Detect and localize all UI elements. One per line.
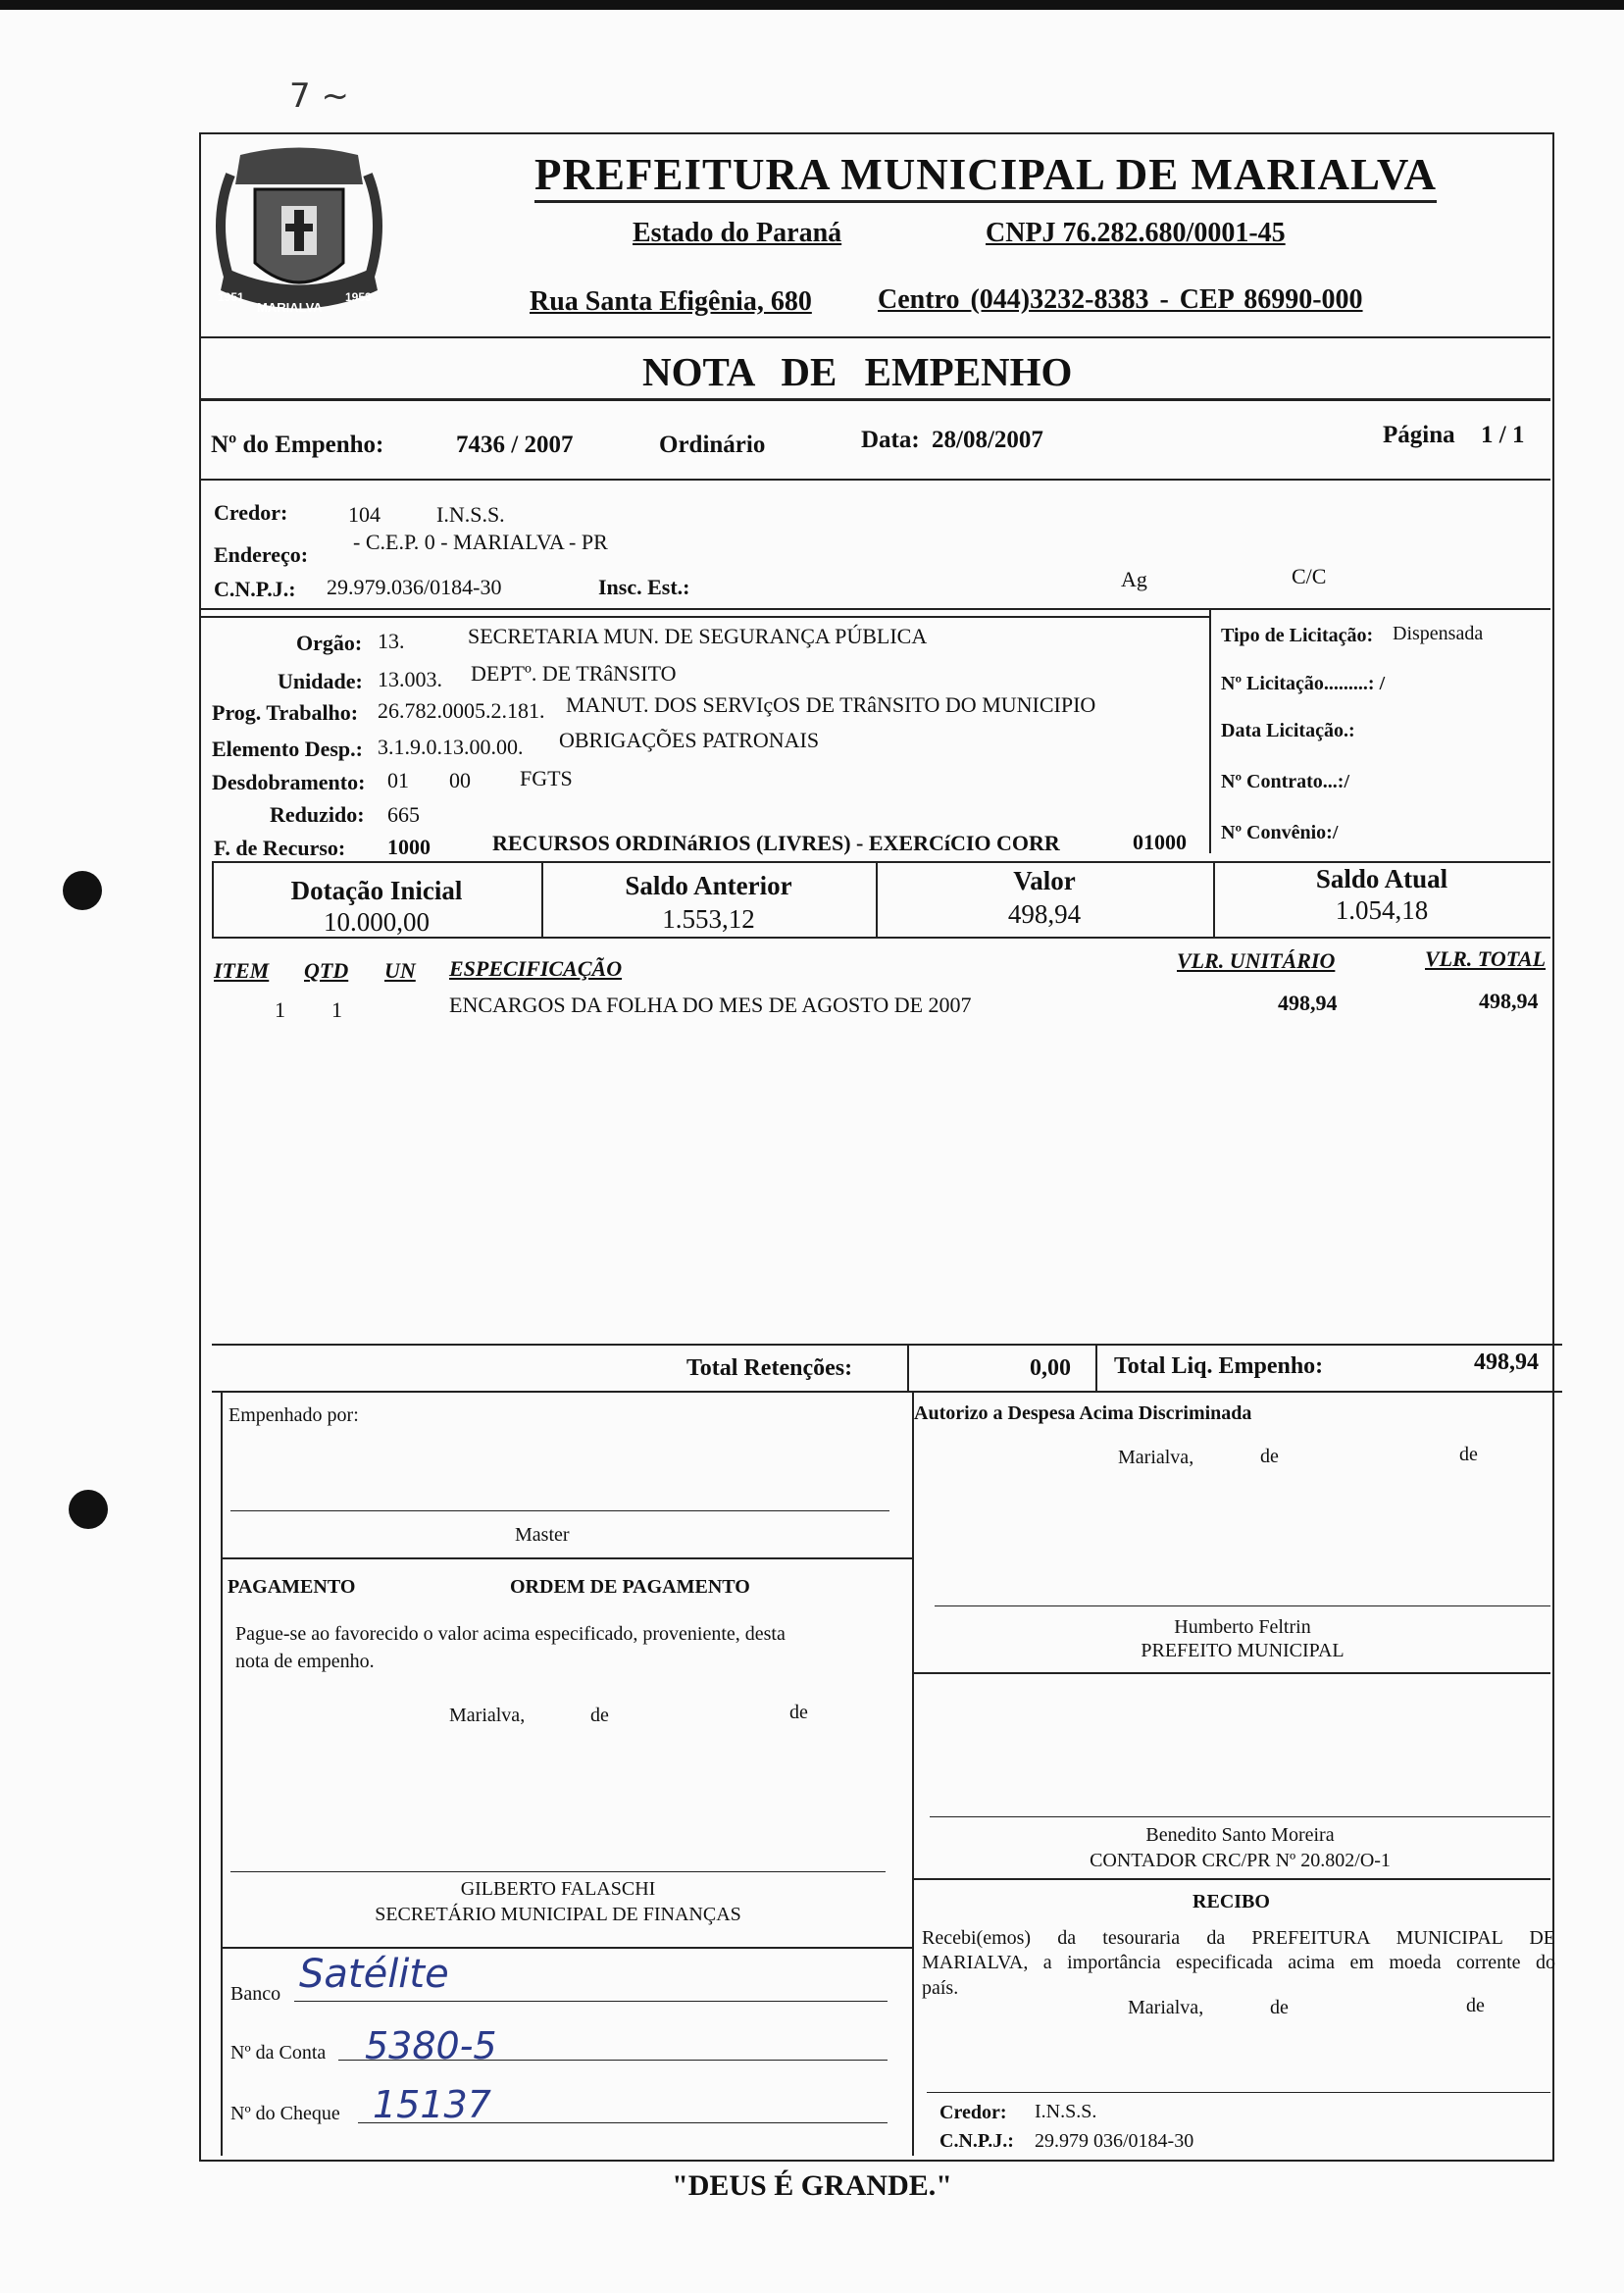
pague-se-line1: Pague-se ao favorecido o valor acima especificado, proveniente, desta xyxy=(235,1623,786,1645)
fonte-recurso-label: F. de Recurso: xyxy=(214,836,346,860)
prog-trabalho-code: 26.782.0005.2.181. xyxy=(378,698,545,723)
valor-label: Valor xyxy=(1013,866,1076,895)
divider xyxy=(912,1878,1550,1880)
conta-line xyxy=(338,2060,888,2061)
punch-hole-top xyxy=(63,871,102,910)
pague-se-line2: nota de empenho. xyxy=(235,1651,375,1672)
empenhado-por-name: Master xyxy=(515,1524,570,1546)
col-qtd: QTD xyxy=(304,958,349,983)
saldo-atual: 1.054,18 xyxy=(1335,895,1429,925)
endereco-label: Endereço: xyxy=(214,542,309,567)
fonte-recurso-name: RECURSOS ORDINáRIOS (LIVRES) - EXERCíCIO CORR xyxy=(492,831,1060,855)
elemento-desp-name: OBRIGAÇÕES PATRONAIS xyxy=(559,728,820,752)
secretario-name: GILBERTO FALASCHI xyxy=(460,1878,656,1900)
fonte-recurso-number: 01000 xyxy=(1133,830,1187,854)
signature-line xyxy=(935,1605,1550,1606)
scan-top-edge xyxy=(0,0,1624,10)
crest-year-right: 1953 xyxy=(345,290,372,304)
banco-label: Banco xyxy=(230,1983,281,2005)
contador-title: CONTADOR CRC/PR Nº 20.802/O-1 xyxy=(1090,1850,1391,1871)
divider xyxy=(199,479,1550,481)
recibo-cnpj: 29.979 036/0184-30 xyxy=(1035,2130,1194,2152)
recibo-line1: Recebi(emos) da tesouraria da PREFEITURA MUNICIPAL DE xyxy=(922,1927,1555,1949)
elemento-desp-code: 3.1.9.0.13.00.00. xyxy=(378,735,524,759)
credor-label: Credor: xyxy=(214,500,288,525)
cheque-line xyxy=(358,2122,888,2123)
prefeito-title: PREFEITO MUNICIPAL xyxy=(1141,1640,1345,1661)
credor-code: 104 xyxy=(348,502,381,527)
state-name: Estado do Paraná xyxy=(633,218,842,248)
empenho-type: Ordinário xyxy=(659,432,766,458)
divider xyxy=(912,1391,914,2156)
divider xyxy=(907,1344,909,1391)
dotacao-inicial-label: Dotação Inicial xyxy=(290,876,463,905)
autorizo-heading: Autorizo a Despesa Acima Discriminada xyxy=(914,1402,1252,1424)
col-vlr-total: VLR. TOTAL xyxy=(1425,946,1547,971)
pagamento-de2: de xyxy=(789,1702,808,1723)
unidade-label: Unidade: xyxy=(278,669,363,693)
credor-name: I.N.S.S. xyxy=(436,502,505,527)
secretario-title: SECRETÁRIO MUNICIPAL DE FINANÇAS xyxy=(375,1904,741,1925)
contador-name: Benedito Santo Moreira xyxy=(1145,1824,1335,1846)
recibo-line3: país. xyxy=(922,1977,959,1999)
recibo-heading: RECIBO xyxy=(1193,1891,1270,1912)
col-un: UN xyxy=(384,958,416,983)
elemento-desp-label: Elemento Desp.: xyxy=(212,737,363,761)
desdobramento-code-b: 00 xyxy=(449,768,471,792)
recibo-cnpj-label: C.N.P.J.: xyxy=(939,2130,1014,2152)
cheque-handwritten: 15137 xyxy=(373,2083,491,2126)
header-cnpj: CNPJ 76.282.680/0001-45 xyxy=(986,218,1286,248)
divider xyxy=(221,1391,223,2156)
item-vlr-total: 498,94 xyxy=(1479,989,1539,1013)
item-qtd: 1 xyxy=(331,997,342,1022)
saldo-anterior: 1.553,12 xyxy=(662,904,755,934)
divider xyxy=(221,1947,912,1949)
dotacao-inicial: 10.000,00 xyxy=(324,907,430,937)
empenho-date: 28/08/2007 xyxy=(932,427,1043,453)
conta-label: Nº da Conta xyxy=(230,2042,327,2064)
desdobramento-label: Desdobramento: xyxy=(212,770,366,794)
item-especificacao: ENCARGOS DA FOLHA DO MES DE AGOSTO DE 2007 xyxy=(449,993,972,1017)
agencia-label: Ag xyxy=(1121,567,1147,591)
convenio-number: Nº Convênio:/ xyxy=(1221,822,1339,843)
total-retencoes: 0,00 xyxy=(1030,1355,1071,1381)
unidade-name: DEPTº. DE TRâNSITO xyxy=(471,661,677,686)
reduzido-label: Reduzido: xyxy=(270,802,365,827)
signature-line xyxy=(930,1816,1550,1817)
endereco: - C.E.P. 0 - MARIALVA - PR xyxy=(353,530,608,554)
doc-title: NOTA DE EMPENHO xyxy=(642,349,1073,394)
signature-line xyxy=(927,2092,1550,2093)
conta-corrente-label: C/C xyxy=(1292,564,1327,588)
item-vlr-unitario: 498,94 xyxy=(1278,991,1338,1015)
prog-trabalho-name: MANUT. DOS SERVIçOS DE TRâNSITO DO MUNICIPIO xyxy=(566,692,1096,717)
divider xyxy=(221,1557,912,1559)
item-number: 1 xyxy=(275,997,285,1022)
divider xyxy=(199,398,1550,401)
desdobramento-name: FGTS xyxy=(520,766,573,790)
page-number: 1 / 1 xyxy=(1481,422,1525,448)
divider xyxy=(212,1344,1562,1346)
col-especificacao: ESPECIFICAÇÃO xyxy=(449,956,623,981)
footer-motto: "DEUS É GRANDE." xyxy=(672,2169,952,2202)
ordem-pagamento-heading: ORDEM DE PAGAMENTO xyxy=(510,1576,750,1598)
col-item: ITEM xyxy=(214,958,270,983)
recibo-line2: MARIALVA, a importância especificada acima em moeda corrente do xyxy=(922,1952,1555,1973)
recibo-place: Marialva, xyxy=(1128,1997,1204,2018)
page-label: Página xyxy=(1383,422,1455,448)
credor-cnpj: 29.979.036/0184-30 xyxy=(327,575,502,599)
crest-banner: MARIALVA xyxy=(257,300,323,315)
reduzido-code: 665 xyxy=(387,802,420,827)
punch-hole-bottom xyxy=(69,1490,108,1529)
banco-line xyxy=(294,2001,888,2002)
divider xyxy=(1095,1344,1097,1391)
orgao-label: Orgão: xyxy=(296,631,363,655)
empenhado-por-label: Empenhado por: xyxy=(228,1404,359,1426)
autorizo-de2: de xyxy=(1459,1444,1478,1465)
pagamento-de1: de xyxy=(590,1705,609,1726)
tipo-licitacao-label: Tipo de Licitação: xyxy=(1221,625,1374,646)
tipo-licitacao: Dispensada xyxy=(1393,623,1484,644)
contrato-number: Nº Contrato...:/ xyxy=(1221,771,1350,792)
margin-scribble: 7 ~ xyxy=(289,76,349,116)
orgao-code: 13. xyxy=(378,629,405,653)
divider xyxy=(199,616,1209,618)
fonte-recurso-code: 1000 xyxy=(387,835,431,859)
desdobramento-code-a: 01 xyxy=(387,768,409,792)
pagamento-place: Marialva, xyxy=(449,1705,526,1726)
banco-handwritten: Satélite xyxy=(299,1952,449,1997)
divider xyxy=(912,1672,1550,1674)
saldo-atual-label: Saldo Atual xyxy=(1315,864,1448,893)
municipality-title: PREFEITURA MUNICIPAL DE MARIALVA xyxy=(534,149,1437,203)
saldo-anterior-label: Saldo Anterior xyxy=(625,871,792,900)
recibo-credor-label: Credor: xyxy=(939,2102,1007,2123)
recibo-de1: de xyxy=(1270,1997,1289,2018)
divider xyxy=(199,336,1550,338)
total-retencoes-label: Total Retenções: xyxy=(686,1355,853,1381)
empenho-number-label: Nº do Empenho: xyxy=(211,432,384,458)
empenho-number: 7436 / 2007 xyxy=(456,432,574,458)
recibo-credor: I.N.S.S. xyxy=(1035,2101,1097,2122)
total-liq-empenho: 498,94 xyxy=(1474,1350,1539,1375)
divider xyxy=(199,608,1550,610)
licitacao-number: Nº Licitação.........: / xyxy=(1221,673,1386,694)
crest-year-left: 1951 xyxy=(218,290,244,304)
date-label: Data: xyxy=(861,427,920,453)
prog-trabalho-label: Prog. Trabalho: xyxy=(212,700,359,725)
autorizo-de1: de xyxy=(1260,1446,1279,1467)
recibo-de2: de xyxy=(1466,1995,1485,2016)
insc-est-label: Insc. Est.: xyxy=(598,575,690,599)
divider xyxy=(212,861,1550,863)
col-vlr-unitario: VLR. UNITÁRIO xyxy=(1177,948,1336,973)
pagamento-heading: PAGAMENTO xyxy=(228,1576,356,1598)
divider xyxy=(1209,608,1211,853)
total-liq-empenho-label: Total Liq. Empenho: xyxy=(1114,1353,1324,1379)
valor: 498,94 xyxy=(1007,899,1082,929)
autorizo-place: Marialva, xyxy=(1118,1447,1194,1468)
prefeito-name: Humberto Feltrin xyxy=(1174,1616,1311,1638)
licitacao-date: Data Licitação.: xyxy=(1221,720,1355,741)
header-street: Rua Santa Efigênia, 680 xyxy=(530,286,812,317)
signature-line xyxy=(230,1510,889,1511)
divider xyxy=(212,1391,1562,1393)
unidade-code: 13.003. xyxy=(378,667,442,691)
cheque-label: Nº do Cheque xyxy=(230,2103,340,2124)
header-address: Centro (044)3232-8383 - CEP 86990-000 xyxy=(878,284,1363,315)
orgao-name: SECRETARIA MUN. DE SEGURANÇA PÚBLICA xyxy=(468,624,928,648)
conta-handwritten: 5380-5 xyxy=(365,2024,497,2067)
cnpj-label: C.N.P.J.: xyxy=(214,577,296,601)
signature-line xyxy=(230,1871,886,1872)
